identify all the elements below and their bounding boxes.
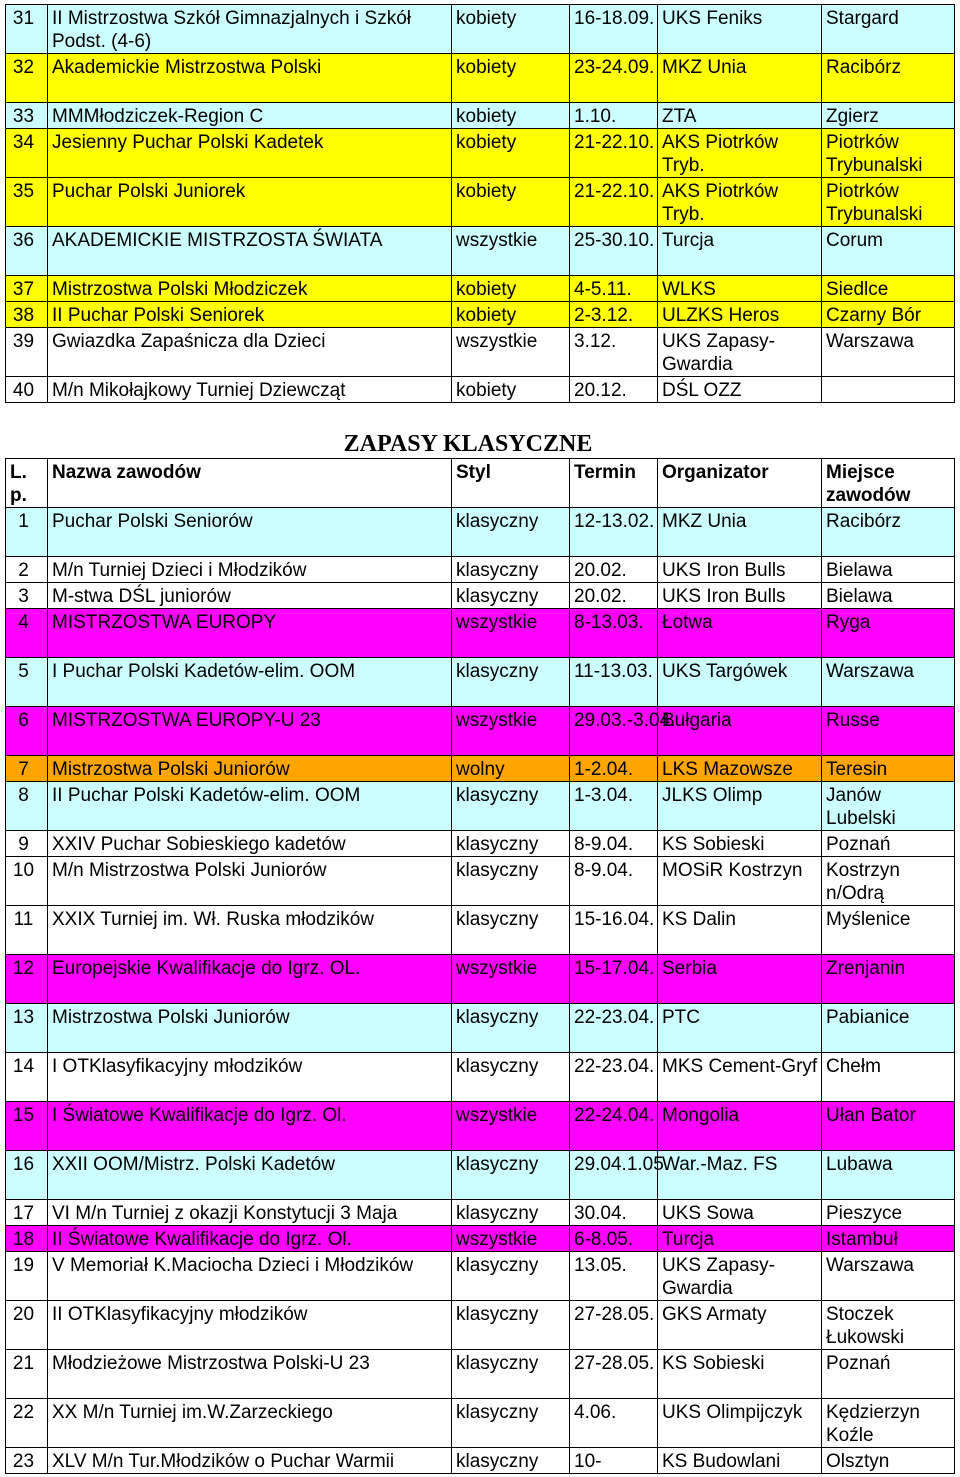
table-header-row xyxy=(6,459,955,508)
event-name: V Memoriał K.Maciocha Dzieci i Młodzików xyxy=(48,1252,452,1301)
event-date: 29.04.1.05. xyxy=(570,1151,658,1200)
event-style: kobiety xyxy=(452,54,570,103)
event-place: Istambuł xyxy=(822,1226,955,1252)
row-number: 15 xyxy=(6,1102,48,1151)
table-row xyxy=(6,1448,955,1474)
event-date: 27-28.05. xyxy=(570,1350,658,1399)
event-organizer: UKS Olimpijczyk xyxy=(658,1399,822,1448)
event-organizer: UKS Zapasy-Gwardia xyxy=(658,1252,822,1301)
event-place: Teresin xyxy=(822,756,955,782)
event-date: 6-8.05. xyxy=(570,1226,658,1252)
table-row xyxy=(6,707,955,756)
event-date: 1-3.04. xyxy=(570,782,658,831)
row-number: 36 xyxy=(6,227,48,276)
event-name: MISTRZOSTWA EUROPY xyxy=(48,609,452,658)
table-row xyxy=(6,178,955,227)
event-organizer: UKS Feniks xyxy=(658,5,822,54)
event-date: 10- xyxy=(570,1448,658,1474)
event-name: Młodzieżowe Mistrzostwa Polski-U 23 xyxy=(48,1350,452,1399)
event-place: Racibórz xyxy=(822,508,955,557)
table-row xyxy=(6,1004,955,1053)
event-date: 11-13.03. xyxy=(570,658,658,707)
event-place: Warszawa xyxy=(822,328,955,377)
event-date: 15-17.04. xyxy=(570,955,658,1004)
table-row xyxy=(6,377,955,403)
row-number: 17 xyxy=(6,1200,48,1226)
event-date: 20.02. xyxy=(570,583,658,609)
top-events-table xyxy=(5,4,955,403)
table-row xyxy=(6,782,955,831)
table-row xyxy=(6,276,955,302)
header-place: Miejsce zawodów xyxy=(822,459,955,508)
header-lp: L. p. xyxy=(6,459,48,508)
event-name: XXIX Turniej im. Wł. Ruska młodzików xyxy=(48,906,452,955)
event-date: 3.12. xyxy=(570,328,658,377)
event-style: kobiety xyxy=(452,5,570,54)
event-place: Pieszyce xyxy=(822,1200,955,1226)
event-place: Corum xyxy=(822,227,955,276)
event-date: 4-5.11. xyxy=(570,276,658,302)
event-style: klasyczny xyxy=(452,906,570,955)
event-style: klasyczny xyxy=(452,1301,570,1350)
row-number: 7 xyxy=(6,756,48,782)
table-row xyxy=(6,5,955,54)
event-organizer: UKS Sowa xyxy=(658,1200,822,1226)
event-place: Lubawa xyxy=(822,1151,955,1200)
event-place: Chełm xyxy=(822,1053,955,1102)
event-style: klasyczny xyxy=(452,782,570,831)
event-organizer: KS Sobieski xyxy=(658,831,822,857)
row-number: 2 xyxy=(6,557,48,583)
event-place: Russe xyxy=(822,707,955,756)
event-place: Pabianice xyxy=(822,1004,955,1053)
section-title: ZAPASY KLASYCZNE xyxy=(343,431,593,457)
event-style: klasyczny xyxy=(452,583,570,609)
row-number: 35 xyxy=(6,178,48,227)
event-name: XXIV Puchar Sobieskiego kadetów xyxy=(48,831,452,857)
table-row xyxy=(6,1151,955,1200)
event-organizer: JLKS Olimp xyxy=(658,782,822,831)
event-name: Akademickie Mistrzostwa Polski xyxy=(48,54,452,103)
event-date: 13.05. xyxy=(570,1252,658,1301)
event-place: Zrenjanin xyxy=(822,955,955,1004)
event-style: klasyczny xyxy=(452,1350,570,1399)
event-name: M/n Mistrzostwa Polski Juniorów xyxy=(48,857,452,906)
event-name: XX M/n Turniej im.W.Zarzeckiego xyxy=(48,1399,452,1448)
table-row xyxy=(6,1226,955,1252)
event-place: Piotrków Trybunalski xyxy=(822,129,955,178)
event-style: wszystkie xyxy=(452,609,570,658)
table-row xyxy=(6,1200,955,1226)
event-date: 21-22.10. xyxy=(570,129,658,178)
event-date: 8-9.04. xyxy=(570,857,658,906)
event-place: Warszawa xyxy=(822,658,955,707)
event-place: Olsztyn xyxy=(822,1448,955,1474)
row-number: 19 xyxy=(6,1252,48,1301)
event-place: Poznań xyxy=(822,1350,955,1399)
table-row xyxy=(6,54,955,103)
event-name: Mistrzostwa Polski Juniorów xyxy=(48,756,452,782)
event-organizer: KS Sobieski xyxy=(658,1350,822,1399)
event-name: Gwiazdka Zapaśnicza dla Dzieci xyxy=(48,328,452,377)
event-organizer: KS Dalin xyxy=(658,906,822,955)
row-number: 12 xyxy=(6,955,48,1004)
event-place: Stoczek Łukowski xyxy=(822,1301,955,1350)
row-number: 13 xyxy=(6,1004,48,1053)
event-place: Zgierz xyxy=(822,103,955,129)
table-row xyxy=(6,557,955,583)
row-number: 33 xyxy=(6,103,48,129)
table-row xyxy=(6,302,955,328)
row-number: 39 xyxy=(6,328,48,377)
event-style: klasyczny xyxy=(452,857,570,906)
event-name: II Puchar Polski Kadetów-elim. OOM xyxy=(48,782,452,831)
row-number: 16 xyxy=(6,1151,48,1200)
event-organizer: MKZ Unia xyxy=(658,54,822,103)
event-style: klasyczny xyxy=(452,1151,570,1200)
event-style: klasyczny xyxy=(452,1448,570,1474)
event-organizer: DŚL OZZ xyxy=(658,377,822,403)
event-organizer: LKS Mazowsze xyxy=(658,756,822,782)
event-style: klasyczny xyxy=(452,508,570,557)
event-organizer: AKS Piotrków Tryb. xyxy=(658,178,822,227)
event-date: 22-24.04. xyxy=(570,1102,658,1151)
event-date: 1.10. xyxy=(570,103,658,129)
event-date: 21-22.10. xyxy=(570,178,658,227)
row-number: 37 xyxy=(6,276,48,302)
row-number: 9 xyxy=(6,831,48,857)
event-style: wszystkie xyxy=(452,328,570,377)
event-name: II Puchar Polski Seniorek xyxy=(48,302,452,328)
event-place: Racibórz xyxy=(822,54,955,103)
event-date: 8-9.04. xyxy=(570,831,658,857)
event-place: Poznań xyxy=(822,831,955,857)
event-organizer: Serbia xyxy=(658,955,822,1004)
row-number: 10 xyxy=(6,857,48,906)
event-place: Ryga xyxy=(822,609,955,658)
table-row xyxy=(6,609,955,658)
event-name: AKADEMICKIE MISTRZOSTA ŚWIATA xyxy=(48,227,452,276)
event-date: 4.06. xyxy=(570,1399,658,1448)
event-name: Europejskie Kwalifikacje do Igrz. OL. xyxy=(48,955,452,1004)
row-number: 32 xyxy=(6,54,48,103)
event-name: VI M/n Turniej z okazji Konstytucji 3 Maja xyxy=(48,1200,452,1226)
event-place: Piotrków Trybunalski xyxy=(822,178,955,227)
event-organizer: WLKS xyxy=(658,276,822,302)
event-organizer: PTC xyxy=(658,1004,822,1053)
event-style: klasyczny xyxy=(452,658,570,707)
row-number: 34 xyxy=(6,129,48,178)
header-organizer: Organizator xyxy=(658,459,822,508)
table-row xyxy=(6,103,955,129)
event-date: 16-18.09. xyxy=(570,5,658,54)
event-name: XLV M/n Tur.Młodzików o Puchar Warmii xyxy=(48,1448,452,1474)
header-name: Nazwa zawodów xyxy=(48,459,452,508)
event-style: kobiety xyxy=(452,276,570,302)
event-style: kobiety xyxy=(452,178,570,227)
event-organizer: Turcja xyxy=(658,227,822,276)
table-row xyxy=(6,129,955,178)
table-row xyxy=(6,857,955,906)
event-name: MISTRZOSTWA EUROPY-U 23 xyxy=(48,707,452,756)
table-row xyxy=(6,1053,955,1102)
event-place: Janów Lubelski xyxy=(822,782,955,831)
event-organizer: UKS Iron Bulls xyxy=(658,557,822,583)
table-row xyxy=(6,227,955,276)
table-row xyxy=(6,831,955,857)
table-row xyxy=(6,756,955,782)
event-organizer: MKZ Unia xyxy=(658,508,822,557)
event-style: kobiety xyxy=(452,302,570,328)
table-row xyxy=(6,1350,955,1399)
event-place: Ułan Bator xyxy=(822,1102,955,1151)
header-style: Styl xyxy=(452,459,570,508)
table-row xyxy=(6,1252,955,1301)
event-name: Puchar Polski Juniorek xyxy=(48,178,452,227)
row-number: 22 xyxy=(6,1399,48,1448)
table-row xyxy=(6,508,955,557)
event-date: 2-3.12. xyxy=(570,302,658,328)
header-term: Termin xyxy=(570,459,658,508)
event-style: wszystkie xyxy=(452,707,570,756)
row-number: 23 xyxy=(6,1448,48,1474)
event-name: Mistrzostwa Polski Juniorów xyxy=(48,1004,452,1053)
event-style: kobiety xyxy=(452,129,570,178)
table-row xyxy=(6,1399,955,1448)
event-style: klasyczny xyxy=(452,1053,570,1102)
row-number: 1 xyxy=(6,508,48,557)
event-style: klasyczny xyxy=(452,557,570,583)
event-organizer: Bułgaria xyxy=(658,707,822,756)
event-style: klasyczny xyxy=(452,1399,570,1448)
event-date: 20.02. xyxy=(570,557,658,583)
event-organizer: War.-Maz. FS xyxy=(658,1151,822,1200)
event-name: Mistrzostwa Polski Młodziczek xyxy=(48,276,452,302)
row-number: 4 xyxy=(6,609,48,658)
table-row xyxy=(6,583,955,609)
event-name: I OTKlasyfikacyjny młodzików xyxy=(48,1053,452,1102)
table-row xyxy=(6,658,955,707)
row-number: 5 xyxy=(6,658,48,707)
event-date: 8-13.03. xyxy=(570,609,658,658)
row-number: 14 xyxy=(6,1053,48,1102)
event-date: 30.04. xyxy=(570,1200,658,1226)
event-style: kobiety xyxy=(452,103,570,129)
event-organizer: UKS Targówek xyxy=(658,658,822,707)
event-style: klasyczny xyxy=(452,1004,570,1053)
event-place: Bielawa xyxy=(822,557,955,583)
event-style: wolny xyxy=(452,756,570,782)
row-number: 31 xyxy=(6,5,48,54)
event-date: 29.03.-3.04. xyxy=(570,707,658,756)
row-number: 40 xyxy=(6,377,48,403)
event-organizer: Mongolia xyxy=(658,1102,822,1151)
event-organizer: ZTA xyxy=(658,103,822,129)
event-date: 25-30.10. xyxy=(570,227,658,276)
row-number: 38 xyxy=(6,302,48,328)
event-place: Kostrzyn n/Odrą xyxy=(822,857,955,906)
row-number: 3 xyxy=(6,583,48,609)
event-place: Stargard xyxy=(822,5,955,54)
event-place: Czarny Bór xyxy=(822,302,955,328)
event-organizer: Turcja xyxy=(658,1226,822,1252)
event-style: wszystkie xyxy=(452,955,570,1004)
row-number: 20 xyxy=(6,1301,48,1350)
row-number: 21 xyxy=(6,1350,48,1399)
event-style: klasyczny xyxy=(452,1200,570,1226)
event-style: klasyczny xyxy=(452,1252,570,1301)
event-date: 22-23.04. xyxy=(570,1004,658,1053)
event-place: Bielawa xyxy=(822,583,955,609)
event-place: Warszawa xyxy=(822,1252,955,1301)
event-date: 20.12. xyxy=(570,377,658,403)
event-name: MMMłodziczek-Region C xyxy=(48,103,452,129)
event-organizer: ULZKS Heros xyxy=(658,302,822,328)
event-place: Myślenice xyxy=(822,906,955,955)
event-name: II OTKlasyfikacyjny młodzików xyxy=(48,1301,452,1350)
event-place xyxy=(822,377,955,403)
event-organizer: AKS Piotrków Tryb. xyxy=(658,129,822,178)
event-date: 12-13.02. xyxy=(570,508,658,557)
event-name: M-stwa DŚL juniorów xyxy=(48,583,452,609)
event-name: M/n Turniej Dzieci i Młodzików xyxy=(48,557,452,583)
event-style: wszystkie xyxy=(452,227,570,276)
table-row xyxy=(6,906,955,955)
event-date: 23-24.09. xyxy=(570,54,658,103)
event-name: II Mistrzostwa Szkół Gimnazjalnych i Szkół Podst. (4-6) xyxy=(48,5,452,54)
table-row xyxy=(6,955,955,1004)
table-row xyxy=(6,1301,955,1350)
event-organizer: UKS Zapasy-Gwardia xyxy=(658,328,822,377)
row-number: 8 xyxy=(6,782,48,831)
event-organizer: MOSiR Kostrzyn xyxy=(658,857,822,906)
event-organizer: KS Budowlani xyxy=(658,1448,822,1474)
event-style: wszystkie xyxy=(452,1226,570,1252)
event-place: Kędzierzyn Koźle xyxy=(822,1399,955,1448)
event-date: 1-2.04. xyxy=(570,756,658,782)
event-name: XXII OOM/Mistrz. Polski Kadetów xyxy=(48,1151,452,1200)
event-place: Siedlce xyxy=(822,276,955,302)
event-style: kobiety xyxy=(452,377,570,403)
event-date: 27-28.05. xyxy=(570,1301,658,1350)
event-name: Jesienny Puchar Polski Kadetek xyxy=(48,129,452,178)
event-name: I Puchar Polski Kadetów-elim. OOM xyxy=(48,658,452,707)
row-number: 18 xyxy=(6,1226,48,1252)
event-date: 22-23.04. xyxy=(570,1053,658,1102)
event-name: M/n Mikołajkowy Turniej Dziewcząt xyxy=(48,377,452,403)
event-organizer: Łotwa xyxy=(658,609,822,658)
classic-wrestling-table xyxy=(5,458,955,1474)
event-style: klasyczny xyxy=(452,831,570,857)
event-name: II Światowe Kwalifikacje do Igrz. Ol. xyxy=(48,1226,452,1252)
event-style: wszystkie xyxy=(452,1102,570,1151)
event-name: Puchar Polski Seniorów xyxy=(48,508,452,557)
row-number: 6 xyxy=(6,707,48,756)
table-row xyxy=(6,1102,955,1151)
row-number: 11 xyxy=(6,906,48,955)
event-organizer: GKS Armaty xyxy=(658,1301,822,1350)
table-row xyxy=(6,328,955,377)
event-organizer: MKS Cement-Gryf xyxy=(658,1053,822,1102)
event-name: I Światowe Kwalifikacje do Igrz. Ol. xyxy=(48,1102,452,1151)
event-organizer: UKS Iron Bulls xyxy=(658,583,822,609)
event-date: 15-16.04. xyxy=(570,906,658,955)
